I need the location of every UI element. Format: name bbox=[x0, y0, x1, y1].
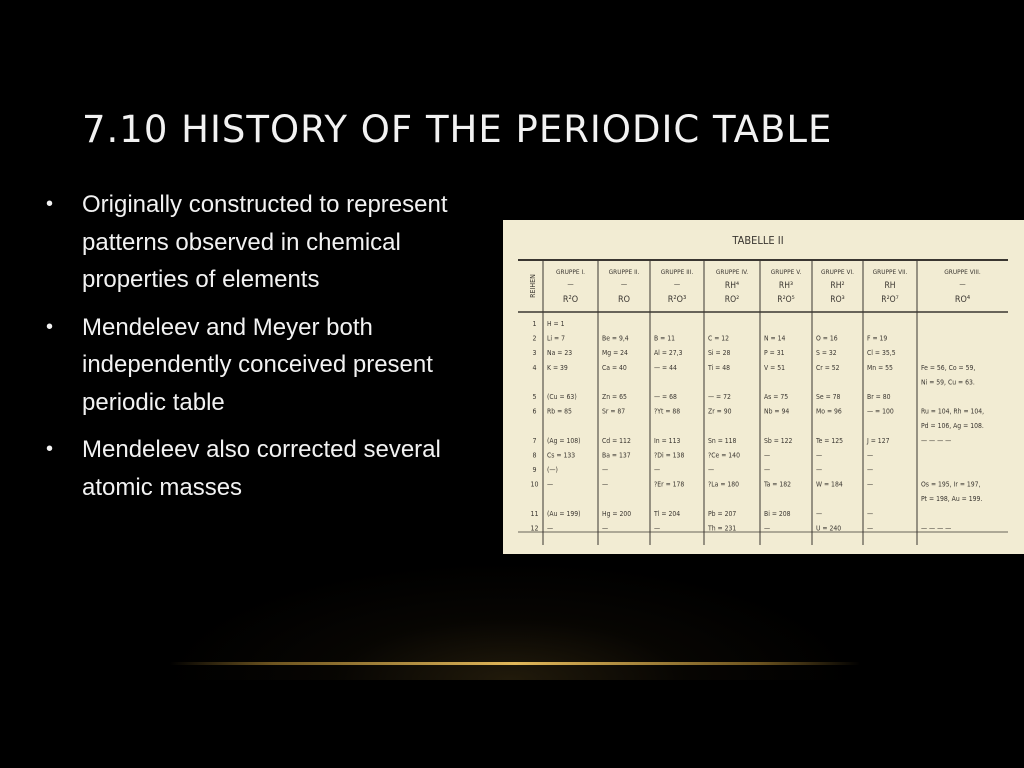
group-header-formula: RO⁴ bbox=[954, 295, 971, 305]
element-cell: Sn = 118 bbox=[708, 436, 737, 445]
element-cell: — bbox=[816, 509, 823, 518]
row-number: 3 bbox=[532, 349, 537, 358]
element-cell: Ba = 137 bbox=[602, 451, 631, 460]
row-number: 5 bbox=[532, 393, 537, 401]
element-cell: — bbox=[867, 480, 874, 489]
element-cell: K = 39 bbox=[547, 363, 568, 372]
element-cell: Tl = 204 bbox=[654, 509, 681, 518]
element-cell: — bbox=[867, 466, 874, 474]
element-cell: Be = 9,4 bbox=[602, 334, 629, 343]
element-cell: Bi = 208 bbox=[764, 509, 791, 518]
element-cell: N = 14 bbox=[764, 334, 786, 343]
element-cell: — bbox=[654, 524, 661, 533]
element-cell: ?Ce = 140 bbox=[708, 451, 740, 460]
element-cell: — bbox=[602, 466, 609, 474]
row-number: 6 bbox=[532, 407, 537, 416]
bullet-glyph: • bbox=[46, 315, 54, 338]
group-header-oxide: RO² bbox=[724, 295, 740, 305]
element-cell: Cr = 52 bbox=[816, 363, 840, 372]
element-cell: — = 44 bbox=[654, 363, 677, 372]
element-cell: — bbox=[867, 524, 874, 533]
group-header-oxide: RO³ bbox=[830, 295, 845, 305]
row-number: 11 bbox=[530, 509, 539, 518]
element-cell: C = 12 bbox=[708, 334, 730, 343]
bullet-glyph: • bbox=[46, 438, 54, 460]
element-cell: — = 72 bbox=[708, 393, 731, 401]
group-header-name: GRUPPE VII. bbox=[872, 268, 908, 276]
bullet-text: Originally constructed to represent patterns observed in chemical properties of elements bbox=[82, 191, 448, 293]
element-cell: (Cu = 63) bbox=[547, 393, 577, 401]
element-cell: — bbox=[547, 524, 554, 533]
element-cell: ?Er = 178 bbox=[654, 480, 685, 489]
element-cell: Ru = 104, Rh = 104, bbox=[921, 407, 985, 416]
element-cell: — bbox=[867, 451, 874, 460]
group-header-hydride: RH² bbox=[830, 281, 845, 291]
row-number: 2 bbox=[532, 334, 537, 343]
element-cell: B = 11 bbox=[654, 334, 675, 343]
row-number: 12 bbox=[530, 524, 539, 533]
element-cell: Br = 80 bbox=[867, 393, 891, 401]
element-cell: Na = 23 bbox=[547, 349, 573, 358]
group-header-name: GRUPPE VIII. bbox=[944, 268, 981, 276]
element-cell: Te = 125 bbox=[816, 436, 844, 445]
element-cell: Pt = 198, Au = 199. bbox=[921, 495, 983, 504]
element-cell: Th = 231 bbox=[708, 524, 737, 533]
element-cell: — bbox=[764, 451, 771, 460]
group-header-formula: RO bbox=[618, 295, 630, 305]
element-cell: Fe = 56, Co = 59, bbox=[921, 363, 976, 372]
row-number: 9 bbox=[532, 466, 537, 474]
element-cell: S = 32 bbox=[816, 349, 837, 358]
element-cell: Pd = 106, Ag = 108. bbox=[921, 422, 984, 431]
element-cell: — bbox=[764, 466, 771, 474]
element-cell: — bbox=[764, 524, 771, 533]
row-number: 7 bbox=[532, 436, 537, 445]
group-header-dash: — bbox=[959, 280, 966, 288]
group-header-oxide: R²O⁵ bbox=[777, 295, 795, 305]
element-cell: V = 51 bbox=[764, 363, 785, 372]
element-cell: Pb = 207 bbox=[708, 509, 737, 518]
element-cell: — = 100 bbox=[867, 407, 894, 416]
row-number: 4 bbox=[532, 363, 537, 372]
element-cell: ?La = 180 bbox=[708, 480, 740, 489]
element-cell: Rb = 85 bbox=[547, 407, 572, 416]
element-cell: — bbox=[816, 451, 823, 460]
slide-title: 7.10 HISTORY OF THE PERIODIC TABLE bbox=[82, 108, 833, 151]
group-header-hydride: RH⁴ bbox=[724, 281, 740, 291]
periodic-table-image bbox=[503, 220, 1024, 554]
element-cell: (—) bbox=[547, 466, 558, 474]
group-header-name: GRUPPE VI. bbox=[820, 268, 855, 276]
element-cell: — bbox=[602, 480, 609, 489]
element-cell: — bbox=[654, 466, 661, 474]
element-cell: Cs = 133 bbox=[547, 451, 576, 460]
element-cell: Sr = 87 bbox=[602, 407, 626, 416]
group-header-name: GRUPPE I. bbox=[555, 268, 586, 276]
element-cell: Zn = 65 bbox=[602, 393, 627, 401]
element-cell: Se = 78 bbox=[816, 393, 841, 401]
bullet-list bbox=[46, 186, 496, 516]
element-cell: Ni = 59, Cu = 63. bbox=[921, 378, 975, 387]
group-header-oxide: R²O⁷ bbox=[881, 295, 899, 305]
bullet-text: Mendeleev and Meyer both independently conceived present periodic table bbox=[82, 313, 433, 416]
element-cell: — bbox=[816, 466, 823, 474]
bullet-item bbox=[46, 431, 496, 506]
table-caption: TABELLE II bbox=[732, 234, 784, 247]
element-cell: P = 31 bbox=[764, 349, 785, 358]
element-cell: As = 75 bbox=[764, 393, 789, 401]
element-cell: (Ag = 108) bbox=[547, 436, 581, 445]
element-cell: J = 127 bbox=[867, 436, 890, 445]
element-cell: F = 19 bbox=[867, 334, 888, 343]
element-cell: H = 1 bbox=[547, 320, 565, 328]
group-header-dash: — bbox=[567, 280, 574, 288]
bullet-item bbox=[46, 186, 496, 299]
element-cell: Si = 28 bbox=[708, 349, 731, 358]
element-cell: Sb = 122 bbox=[764, 436, 793, 445]
bullet-item bbox=[46, 309, 496, 422]
row-number: 8 bbox=[532, 451, 537, 460]
group-header-hydride: RH bbox=[884, 281, 896, 291]
element-cell: Mn = 55 bbox=[867, 363, 893, 372]
element-cell: — — — — bbox=[921, 436, 952, 445]
group-header-hydride: RH³ bbox=[778, 281, 794, 291]
group-header-name: GRUPPE IV. bbox=[715, 268, 749, 276]
element-cell: Nb = 94 bbox=[764, 407, 790, 416]
element-cell: Al = 27,3 bbox=[654, 349, 683, 358]
element-cell: Ca = 40 bbox=[602, 363, 627, 372]
element-cell: Os = 195, Ir = 197, bbox=[921, 480, 981, 489]
element-cell: Mo = 96 bbox=[816, 407, 842, 416]
element-cell: Hg = 200 bbox=[602, 509, 632, 518]
element-cell: — bbox=[867, 509, 874, 518]
row-number: 1 bbox=[532, 320, 537, 328]
element-cell: — bbox=[602, 524, 609, 533]
element-cell: Li = 7 bbox=[547, 334, 566, 343]
group-header-name: GRUPPE II. bbox=[608, 268, 640, 276]
element-cell: Mg = 24 bbox=[602, 349, 628, 358]
group-header-name: GRUPPE V. bbox=[770, 268, 802, 276]
element-cell: W = 184 bbox=[816, 480, 843, 489]
group-header-dash: — bbox=[673, 280, 681, 288]
periodic-table-drawing bbox=[503, 220, 1024, 554]
element-cell: In = 113 bbox=[654, 436, 681, 445]
element-cell: U = 240 bbox=[816, 524, 842, 533]
element-cell: (Au = 199) bbox=[547, 509, 581, 518]
row-header-label: REIHEN bbox=[529, 274, 537, 298]
bullet-glyph: • bbox=[46, 193, 54, 215]
element-cell: Zr = 90 bbox=[708, 407, 732, 416]
element-cell: — = 68 bbox=[654, 393, 677, 401]
element-cell: Ta = 182 bbox=[764, 480, 792, 489]
bullet-text: Mendeleev also corrected several atomic masses bbox=[82, 436, 441, 501]
element-cell: ?Yt = 88 bbox=[654, 407, 681, 416]
gold-divider-line bbox=[170, 662, 860, 665]
group-header-dash: — bbox=[620, 280, 628, 288]
group-header-formula: R²O bbox=[562, 295, 579, 305]
group-header-name: GRUPPE III. bbox=[660, 268, 694, 276]
element-cell: Cl = 35,5 bbox=[867, 349, 896, 358]
element-cell: — bbox=[547, 480, 554, 489]
row-number: 10 bbox=[530, 480, 539, 489]
element-cell: — — — — bbox=[921, 524, 952, 533]
element-cell: Cd = 112 bbox=[602, 436, 631, 445]
element-cell: O = 16 bbox=[816, 334, 838, 343]
group-header-formula: R²O³ bbox=[667, 295, 687, 305]
element-cell: Ti = 48 bbox=[708, 363, 731, 372]
element-cell: — bbox=[708, 466, 715, 474]
element-cell: ?Di = 138 bbox=[654, 451, 685, 460]
